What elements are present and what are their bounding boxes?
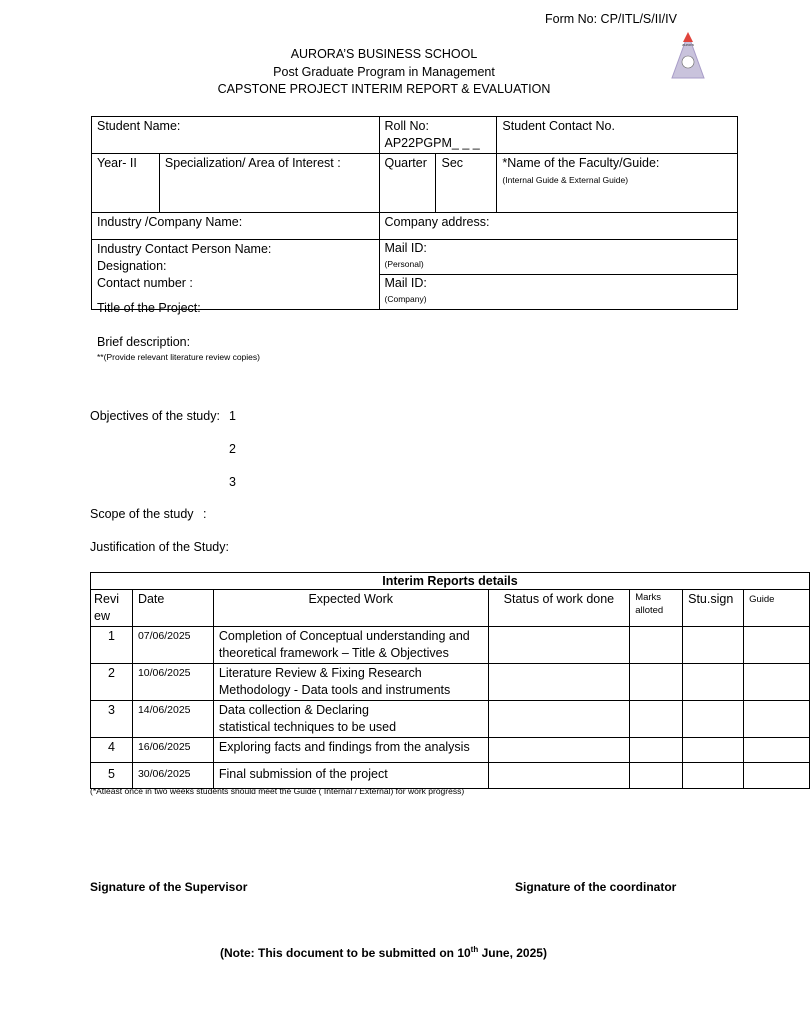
mail-personal-label: Mail ID:: [384, 241, 427, 255]
student-name-label: Student Name:: [92, 117, 380, 154]
supervisor-signature-label: Signature of the Supervisor: [90, 880, 248, 894]
row-guide-sign: [744, 738, 810, 763]
objective-number-1: 1: [229, 409, 236, 423]
note-superscript: th: [470, 945, 479, 954]
row-status: [488, 627, 630, 664]
quarter-label: Quarter: [379, 154, 436, 213]
row-guide-sign: [744, 664, 810, 701]
row-expected-work: Exploring facts and findings from the analysis: [213, 738, 488, 763]
row-stu-sign: [683, 627, 744, 664]
col-header-stu-sign: Stu.sign: [683, 590, 744, 627]
row-date: 07/06/2025: [132, 627, 213, 664]
contact-number-label: Contact number :: [97, 276, 193, 290]
row-review: 2: [91, 664, 133, 701]
col-header-date: Date: [132, 590, 213, 627]
row-marks: [630, 738, 683, 763]
row-marks: [630, 701, 683, 738]
col-header-status: Status of work done: [488, 590, 630, 627]
row-marks: [630, 627, 683, 664]
row-date: 10/06/2025: [132, 664, 213, 701]
contact-person-label: Industry Contact Person Name:: [97, 242, 272, 256]
logo-text: aurora: [682, 42, 694, 47]
form-number: Form No: CP/ITL/S/II/IV: [545, 12, 677, 26]
objective-number-3: 3: [229, 475, 236, 489]
scope-colon: :: [203, 507, 207, 521]
row-status: [488, 738, 630, 763]
table-row: [91, 627, 810, 664]
submission-note: [220, 945, 547, 960]
col-header-guide: Guide: [744, 590, 810, 627]
row-review: 3: [91, 701, 133, 738]
industry-label: Industry /Company Name:: [92, 213, 380, 240]
note-prefix: (Note: This document to be submitted on 10: [220, 946, 471, 960]
mail-company-note: (Company): [384, 294, 427, 304]
row-status: [488, 701, 630, 738]
row-review: 1: [91, 627, 133, 664]
row-stu-sign: [683, 738, 744, 763]
row-guide-sign: [744, 627, 810, 664]
mail-personal-note: (Personal): [384, 259, 424, 269]
table-row: [91, 763, 810, 789]
program-name: Post Graduate Program in Management: [273, 64, 495, 79]
objective-number-2: 2: [229, 442, 236, 456]
row-marks: [630, 664, 683, 701]
school-name: AURORA’S BUSINESS SCHOOL: [290, 47, 478, 61]
interim-title-text: Interim Reports details: [382, 574, 518, 588]
row-stu-sign: [683, 664, 744, 701]
specialization-label: Specialization/ Area of Interest :: [159, 154, 379, 213]
table-row: [91, 701, 810, 738]
justification-label: Justification of the Study:: [90, 540, 229, 554]
row-expected-work: [213, 701, 488, 738]
row-review: 5: [91, 763, 133, 789]
interim-footnote: (*Atleast once in two weeks students should meet the Guide ( Internal / External) for work progress): [90, 786, 465, 796]
table-row: [91, 738, 810, 763]
student-contact-label: Student Contact No.: [497, 117, 738, 154]
project-title-label: Title of the Project:: [97, 301, 201, 315]
row-status: [488, 664, 630, 701]
row-stu-sign: [683, 763, 744, 789]
row-date: 30/06/2025: [132, 763, 213, 789]
note-suffix: June, 2025): [478, 946, 547, 960]
row-expected-work: Final submission of the project: [213, 763, 488, 789]
scope-label: Scope of the study: [90, 507, 194, 521]
brief-description-label: Brief description:: [97, 335, 191, 349]
row-expected-work: Literature Review & Fixing Research Methodology - Data tools and instruments: [213, 664, 488, 701]
row-guide-sign: [744, 763, 810, 789]
coordinator-signature-label: Signature of the coordinator: [515, 880, 677, 894]
row-marks: [630, 763, 683, 789]
roll-no-label: Roll No: AP22PGPM_ _ _: [379, 117, 497, 154]
objectives-label: Objectives of the study:: [90, 409, 220, 423]
faculty-label: *Name of the Faculty/Guide:: [502, 156, 660, 170]
company-address-label: Company address:: [379, 213, 738, 240]
row-date: 14/06/2025: [132, 701, 213, 738]
designation-label: Designation:: [97, 259, 167, 273]
col-header-review: Revi ew: [91, 590, 133, 627]
col-header-marks: Marks alloted: [630, 590, 683, 627]
table-row: [91, 664, 810, 701]
year-label: Year- II: [92, 154, 160, 213]
row-expected-work-text: Data collection & Declaring statistical techniques to be used: [218, 703, 397, 734]
row-stu-sign: [683, 701, 744, 738]
row-expected-work: Completion of Conceptual understanding and theoretical framework – Title & Objectives: [213, 627, 488, 664]
interim-reports-table: [90, 572, 810, 789]
faculty-note: (Internal Guide & External Guide): [502, 175, 629, 185]
brief-description-note: **(Provide relevant literature review copies): [97, 352, 260, 362]
sec-label: Sec: [436, 154, 497, 213]
mail-company-label: Mail ID:: [384, 276, 427, 290]
col-header-expected-work: Expected Work: [213, 590, 488, 627]
row-status: [488, 763, 630, 789]
interim-table-title: [91, 573, 810, 590]
row-date: 16/06/2025: [132, 738, 213, 763]
report-title: CAPSTONE PROJECT INTERIM REPORT & EVALUATION: [217, 82, 551, 96]
row-guide-sign: [744, 701, 810, 738]
row-review: 4: [91, 738, 133, 763]
